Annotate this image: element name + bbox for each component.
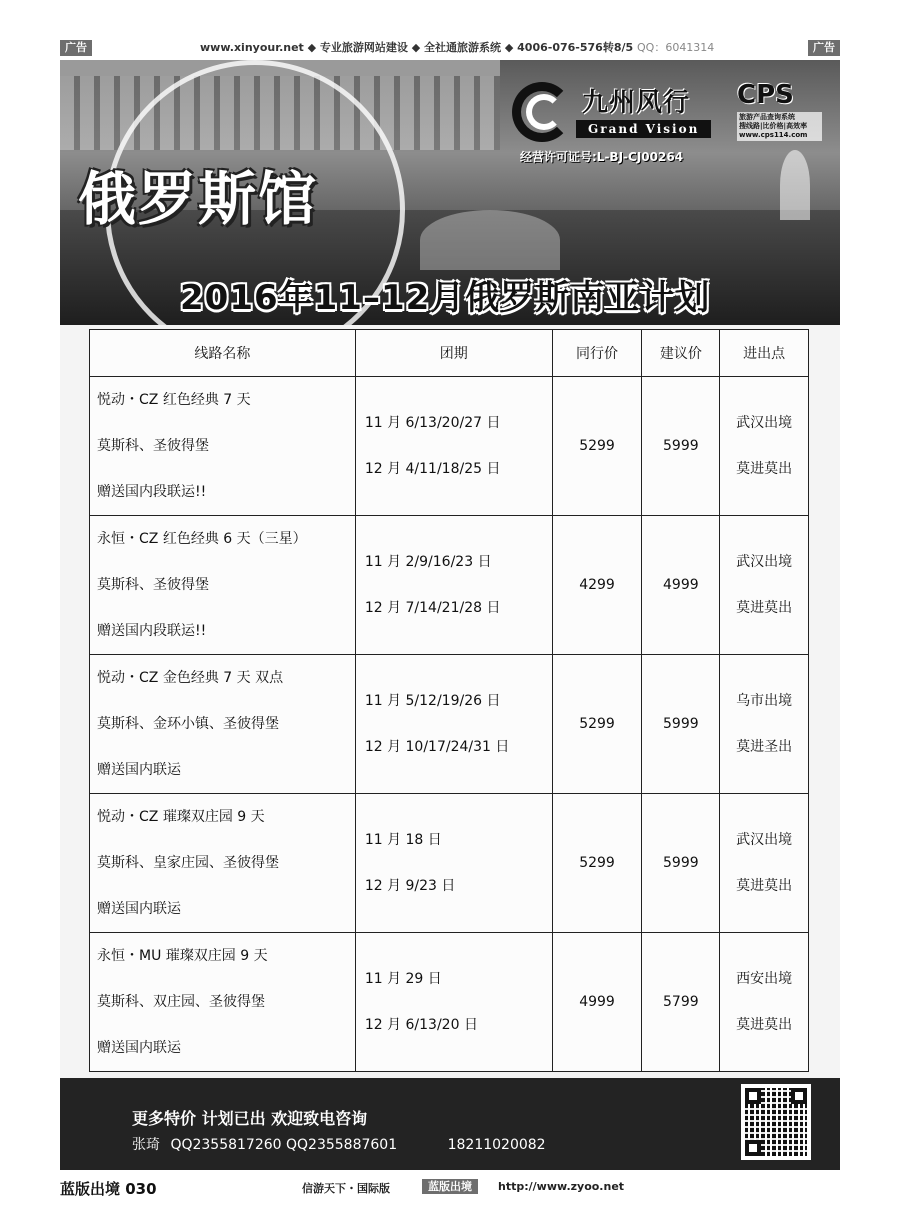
qr-corner-icon	[745, 1088, 761, 1104]
ports-cell	[720, 516, 809, 655]
route-note: 赠送国内段联运!!	[97, 623, 207, 639]
banner	[60, 60, 840, 325]
route-name: 永恒・CZ 红色经典 6 天（三星）	[97, 531, 307, 547]
license-number: 经营许可证号:L-BJ-CJ00264	[520, 150, 684, 164]
route-cities: 莫斯科、双庄园、圣彼得堡	[97, 994, 265, 1010]
cps-subtitle	[737, 112, 822, 141]
route-cell	[90, 794, 356, 933]
port-exit: 武汉出境	[736, 554, 793, 570]
port-exit: 乌市出境	[736, 693, 793, 709]
route-cell	[90, 655, 356, 794]
route-note: 赠送国内联运	[97, 1040, 181, 1056]
port-inout: 莫进莫出	[736, 461, 793, 477]
header-route: 线路名称	[90, 330, 356, 377]
table-row	[90, 794, 809, 933]
contact-qq: QQ2355817260 QQ2355887601	[170, 1137, 398, 1153]
route-note: 赠送国内联运	[97, 901, 181, 917]
date-nov: 11 月 2/9/16/23 日	[364, 554, 492, 570]
top-ad-strip	[60, 38, 840, 58]
plan-table-area	[60, 325, 840, 1078]
port-exit: 武汉出境	[736, 415, 793, 431]
cps-sub-line: 旅游产品查询系统	[739, 113, 795, 121]
table-header-row	[90, 330, 809, 377]
port-inout: 莫进莫出	[736, 600, 793, 616]
port-inout: 莫进莫出	[736, 878, 793, 894]
peer-price-cell: 5299	[552, 794, 642, 933]
header-ports: 进出点	[720, 330, 809, 377]
header-dates: 团期	[355, 330, 552, 377]
peer-price-cell: 4999	[552, 933, 642, 1072]
date-dec: 12 月 10/17/24/31 日	[364, 739, 510, 755]
plan-title: 2016年11–12月俄罗斯南亚计划	[180, 278, 711, 318]
ports-cell	[720, 933, 809, 1072]
cps-logo: CPS	[737, 80, 794, 110]
suggested-price-cell: 5999	[642, 655, 720, 794]
ad-tag-left: 广告	[60, 40, 92, 56]
logo-chinese-name: 九州风行	[582, 88, 691, 118]
qr-corner-icon	[745, 1140, 761, 1156]
cps-sub-line: www.cps114.com	[739, 131, 808, 139]
dates-cell	[355, 516, 552, 655]
table-row	[90, 933, 809, 1072]
date-dec: 12 月 7/14/21/28 日	[364, 600, 501, 616]
ports-cell	[720, 377, 809, 516]
footer-slogan: 更多特价 计划已出 欢迎致电咨询	[132, 1109, 368, 1128]
table-row	[90, 377, 809, 516]
pavilion-title: 俄罗斯馆	[78, 165, 319, 233]
peer-price-cell: 4299	[552, 516, 642, 655]
contact-name: 张琦	[132, 1137, 160, 1153]
plan-table	[89, 329, 809, 1072]
route-name: 悦动・CZ 璀璨双庄园 9 天	[97, 809, 265, 825]
ad-tag-right: 广告	[808, 40, 840, 56]
route-cities: 莫斯科、圣彼得堡	[97, 577, 209, 593]
port-inout: 莫进圣出	[736, 739, 793, 755]
route-cell	[90, 933, 356, 1072]
dates-cell	[355, 655, 552, 794]
route-note: 赠送国内段联运!!	[97, 484, 207, 500]
logo-english-name: Grand Vision	[576, 120, 711, 138]
table-row	[90, 516, 809, 655]
dates-cell	[355, 794, 552, 933]
suggested-price-cell: 4999	[642, 516, 720, 655]
publication-name: 信游天下・国际版	[302, 1182, 390, 1195]
qr-corner-icon	[791, 1088, 807, 1104]
port-exit: 武汉出境	[736, 832, 793, 848]
route-cities: 莫斯科、金环小镇、圣彼得堡	[97, 716, 279, 732]
ports-cell	[720, 655, 809, 794]
date-nov: 11 月 6/13/20/27 日	[364, 415, 501, 431]
footer-contact	[132, 1134, 552, 1154]
ports-cell	[720, 794, 809, 933]
page-number: 蓝版出境 030	[60, 1180, 157, 1198]
route-name: 永恒・MU 璀璨双庄园 9 天	[97, 948, 268, 964]
route-cell	[90, 377, 356, 516]
suggested-price-cell: 5999	[642, 377, 720, 516]
website-url: http://www.zyoo.net	[498, 1180, 625, 1193]
date-nov: 11 月 5/12/19/26 日	[364, 693, 501, 709]
date-nov: 11 月 18 日	[364, 832, 442, 848]
top-ad-line	[200, 40, 714, 56]
date-dec: 12 月 6/13/20 日	[364, 1017, 478, 1033]
route-cell	[90, 516, 356, 655]
date-nov: 11 月 29 日	[364, 971, 442, 987]
suggested-price-cell: 5799	[642, 933, 720, 1072]
contact-phone: 18211020082	[447, 1137, 546, 1153]
port-exit: 西安出境	[736, 971, 793, 987]
fountain-image	[420, 210, 560, 270]
peer-price-cell: 5299	[552, 377, 642, 516]
qr-code-icon	[741, 1084, 811, 1160]
table-row	[90, 655, 809, 794]
section-tag: 蓝版出境	[422, 1179, 478, 1194]
dates-cell	[355, 377, 552, 516]
top-ad-qq: QQ：6041314	[637, 41, 715, 54]
cps-sub-line: 搜线路|比价格|高效率	[739, 122, 808, 130]
route-cities: 莫斯科、圣彼得堡	[97, 438, 209, 454]
top-ad-text: www.xinyour.net ◆ 专业旅游网站建设 ◆ 全社通旅游系统 ◆ 4006-076-576转8/5	[200, 41, 634, 54]
contact-footer	[60, 1078, 840, 1170]
route-name: 悦动・CZ 红色经典 7 天	[97, 392, 251, 408]
port-inout: 莫进莫出	[736, 1017, 793, 1033]
peer-price-cell: 5299	[552, 655, 642, 794]
header-peer-price: 同行价	[552, 330, 642, 377]
route-name: 悦动・CZ 金色经典 7 天 双点	[97, 670, 284, 686]
date-dec: 12 月 4/11/18/25 日	[364, 461, 501, 477]
dates-cell	[355, 933, 552, 1072]
suggested-price-cell: 5999	[642, 794, 720, 933]
header-suggested-price: 建议价	[642, 330, 720, 377]
route-note: 赠送国内联运	[97, 762, 181, 778]
date-dec: 12 月 9/23 日	[364, 878, 456, 894]
logo-c-inner-icon	[526, 94, 562, 130]
route-cities: 莫斯科、皇家庄园、圣彼得堡	[97, 855, 279, 871]
